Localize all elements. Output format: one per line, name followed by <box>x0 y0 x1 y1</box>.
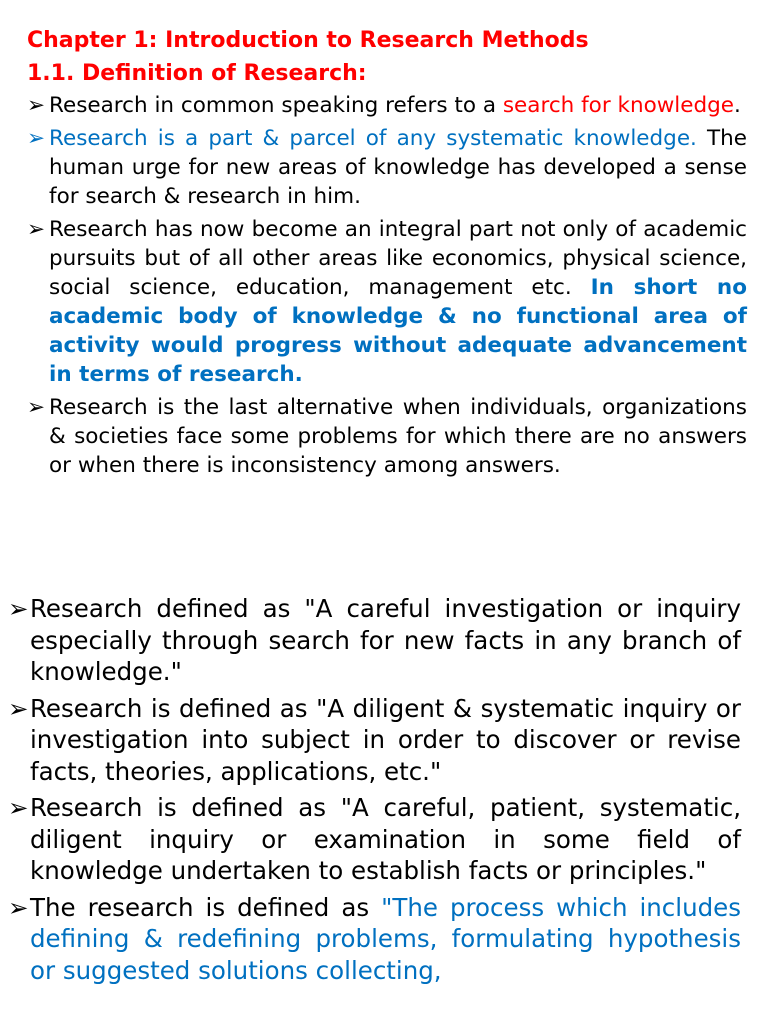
bullet-text: Research has now become an integral part not only of academic pursuits but of all other areas like economics, physical science, social science, education, management etc. <box>49 217 747 300</box>
definition-item-1 <box>8 593 741 688</box>
arrow-bullet-icon: ➢ <box>8 793 29 822</box>
definitions-bullet-list <box>8 593 741 991</box>
arrow-bullet-icon: ➢ <box>8 594 29 623</box>
chapter-title: Chapter 1: Introduction to Research Methods <box>27 28 589 53</box>
arrow-bullet-icon: ➢ <box>8 693 29 723</box>
bullet-text: Research is the last alternative when individuals, organizations & societies face some problems for which there are no answers or when there is inconsistency among answers. <box>49 395 747 478</box>
bullet-text-end: . <box>734 93 741 118</box>
highlight-text: search for knowledge <box>502 93 735 118</box>
definition-text: The research is defined as <box>30 892 382 922</box>
section-title: 1.1. Definition of Research: <box>27 61 367 86</box>
intro-bullet-list <box>27 91 747 484</box>
bullet-item-last-alternative <box>27 393 747 480</box>
definition-item-4 <box>8 892 741 987</box>
arrow-bullet-icon: ➢ <box>27 126 46 151</box>
arrow-bullet-icon: ➢ <box>8 892 29 922</box>
highlight-text: In short no academic body of knowledge & no functional area of activity would progress without adequate advancement in terms of research. <box>49 275 748 387</box>
highlight-text: Research is a part & parcel of any systematic knowledge. <box>49 126 697 151</box>
definition-text: Research is defined as "A careful, patient, systematic, diligent inquiry or examination in some field of knowledge undertaken to establish facts or principles." <box>30 793 741 885</box>
definition-text: Research is defined as "A diligent & systematic inquiry or investigation into subject in order to discover or revise facts, theories, applications, etc." <box>30 693 741 786</box>
bullet-item-integral-part <box>27 215 747 389</box>
definition-item-3 <box>8 792 741 887</box>
bullet-text: The human urge for new areas of knowledge has developed a sense for search & research in him. <box>49 126 747 209</box>
arrow-bullet-icon: ➢ <box>27 93 46 118</box>
bullet-item-part-and-parcel <box>27 124 747 211</box>
bullet-text: Research in common speaking refers to a <box>49 93 503 118</box>
bullet-item-search-for-knowledge <box>27 91 747 120</box>
highlight-text: "The process which includes defining & redefining problems, formulating hypothesis or suggested solutions collecting, <box>30 892 742 985</box>
arrow-bullet-icon: ➢ <box>27 395 46 420</box>
definition-text: Research defined as "A careful investigation or inquiry especially through search for new facts in any branch of knowledge." <box>30 594 741 686</box>
definition-item-2 <box>8 693 741 788</box>
arrow-bullet-icon: ➢ <box>27 217 46 242</box>
